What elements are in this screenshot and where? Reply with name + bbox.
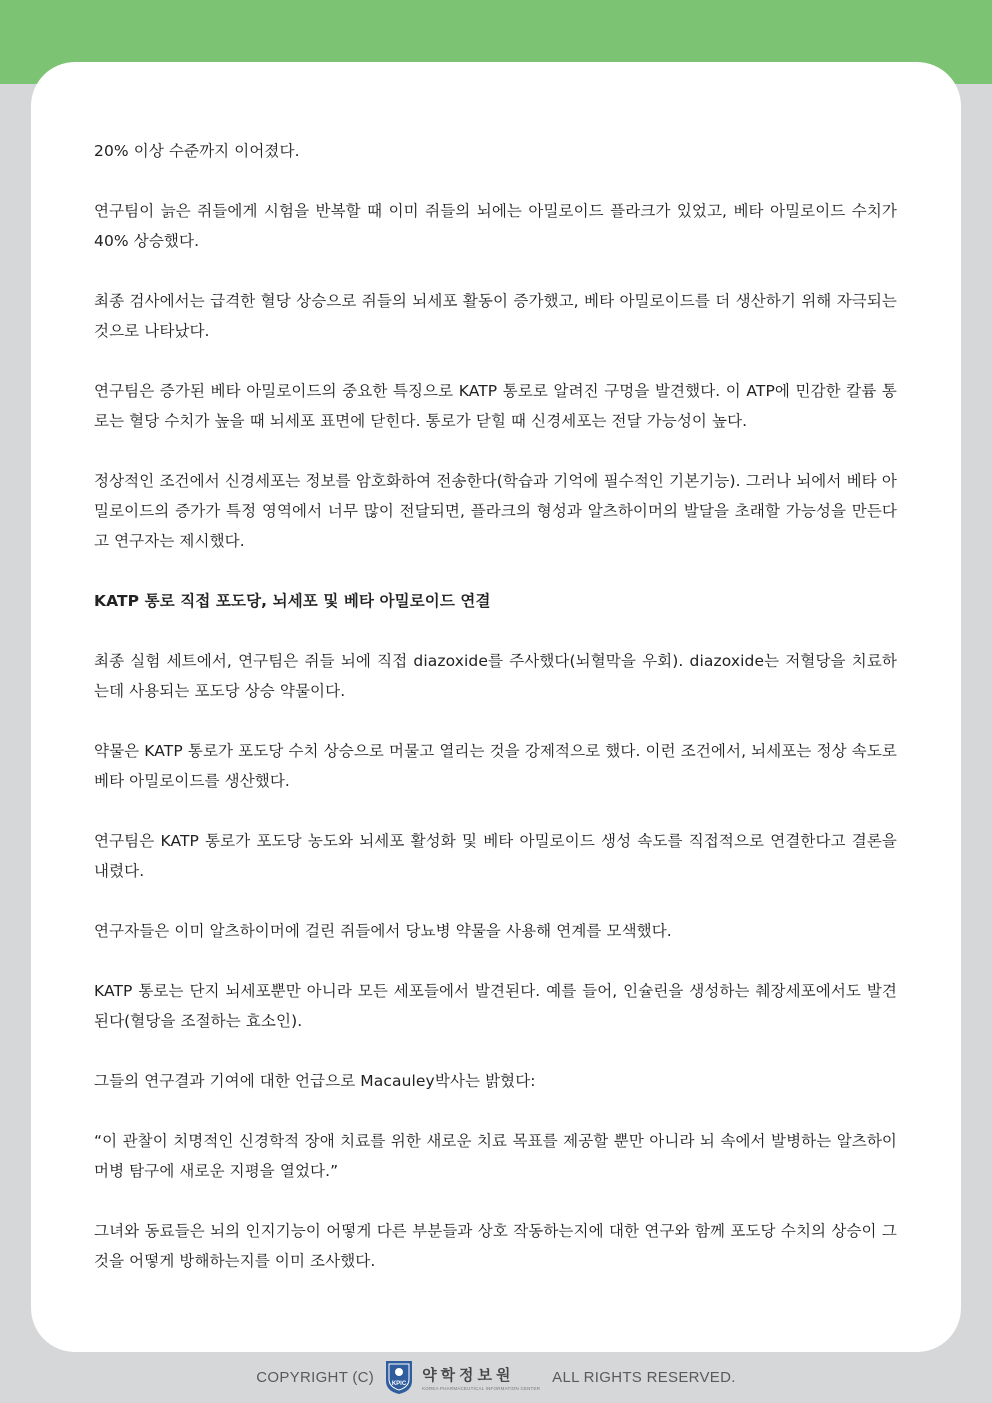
article-body — [94, 136, 897, 1306]
paragraph: 그들의 연구결과 기여에 대한 언급으로 Macauley박사는 밝혔다: — [94, 1072, 536, 1090]
paragraph: 최종 실험 세트에서, 연구팀은 쥐들 뇌에 직접 diazoxide를 주사했다(뇌혈막을 우회). diazoxide는 저혈당을 치료하는데 사용되는 포도당 상승 약물이다. — [94, 652, 897, 700]
paragraph: 정상적인 조건에서 신경세포는 정보를 암호화하여 전송한다(학습과 기억에 필수적인 기본기능). 그러나 뇌에서 베타 아밀로이드의 증가가 특정 영역에서 너무 많이 전달되면, 플라크의 형성과 알츠하이머의 발달을 초래할 가능성을 만든다고 연구자는 제시했다. — [94, 472, 897, 550]
paragraph: 연구팀은 KATP 통로가 포도당 농도와 뇌세포 활성화 및 베타 아밀로이드 생성 속도를 직접적으로 연결한다고 결론을 내렸다. — [94, 832, 897, 880]
section-heading: KATP 통로 직접 포도당, 뇌세포 및 베타 아밀로이드 연결 — [94, 592, 491, 610]
copyright-text: COPYRIGHT (C) — [256, 1368, 375, 1386]
paragraph: KATP 통로는 단지 뇌세포뿐만 아니라 모든 세포들에서 발견된다. 예를 들어, 인슐린을 생성하는 췌장세포에서도 발견된다(혈당을 조절하는 효소인). — [94, 982, 897, 1030]
kpic-badge-text: KPIC — [391, 1381, 407, 1387]
quote-paragraph: “이 관찰이 치명적인 신경학적 장애 치료를 위한 새로운 치료 목표를 제공할 뿐만 아니라 뇌 속에서 발병하는 알츠하이머병 탐구에 새로운 지평을 열었다.” — [94, 1132, 897, 1180]
paragraph: 약물은 KATP 통로가 포도당 수치 상승으로 머물고 열리는 것을 강제적으로 했다. 이런 조건에서, 뇌세포는 정상 속도로 베타 아밀로이드를 생산했다. — [94, 742, 897, 790]
paragraph: 20% 이상 수준까지 이어졌다. — [94, 142, 300, 160]
footer — [0, 1357, 992, 1397]
kpic-logo-icon — [384, 1359, 414, 1395]
paragraph: 최종 검사에서는 급격한 혈당 상승으로 쥐들의 뇌세포 활동이 증가했고, 베타 아밀로이드를 더 생산하기 위해 자극되는 것으로 나타났다. — [94, 292, 897, 340]
paragraph: 연구팀은 증가된 베타 아밀로이드의 중요한 특징으로 KATP 통로로 알려진 구멍을 발견했다. 이 ATP에 민감한 칼륨 통로는 혈당 수치가 높을 때 뇌세포 표면에 닫힌다. 통로가 닫힐 때 신경세포는 전달 가능성이 높다. — [94, 382, 897, 430]
paragraph: 연구자들은 이미 알츠하이머에 걸린 쥐들에서 당뇨병 약물을 사용해 연계를 모색했다. — [94, 922, 672, 940]
paragraph: 그녀와 동료들은 뇌의 인지기능이 어떻게 다른 부분들과 상호 작동하는지에 대한 연구와 함께 포도당 수치의 상승이 그것을 어떻게 방해하는지를 이미 조사했다. — [94, 1222, 897, 1270]
logo-korean: 약학정보원 — [422, 1365, 515, 1384]
paragraph: 연구팀이 늙은 쥐들에게 시험을 반복할 때 이미 쥐들의 뇌에는 아밀로이드 플라크가 있었고, 베타 아밀로이드 수치가 40% 상승했다. — [94, 202, 897, 250]
rights-text: ALL RIGHTS RESERVED. — [552, 1368, 736, 1386]
logo-english: KOREA PHARMACEUTICAL INFORMATION CENTER — [422, 1385, 541, 1391]
logo-text — [422, 1364, 540, 1391]
